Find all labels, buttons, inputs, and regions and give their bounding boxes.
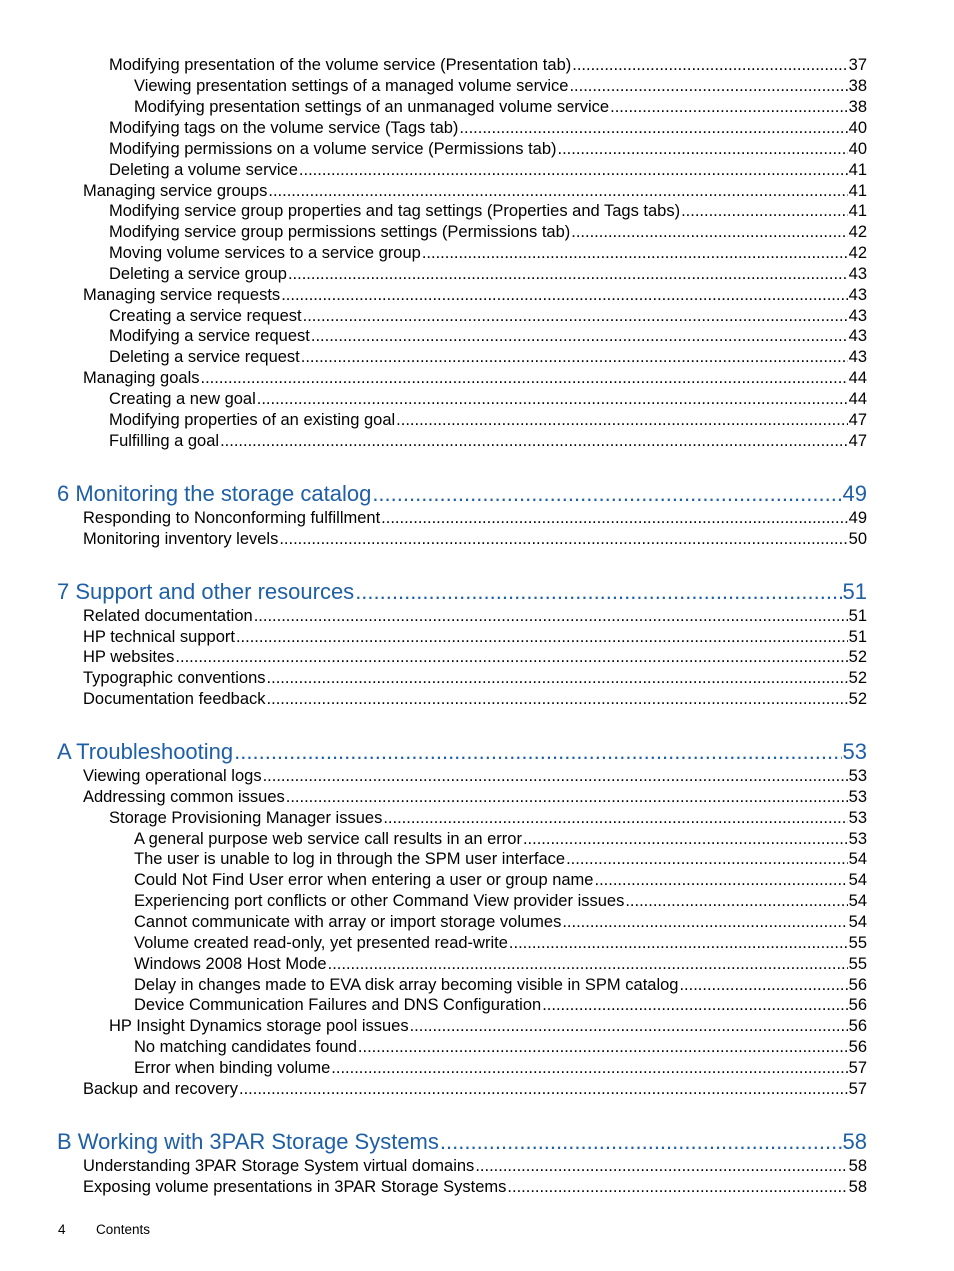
toc-leader-dots (254, 606, 848, 627)
toc-entry-title: Related documentation (83, 607, 253, 625)
toc-entry-title: Viewing operational logs (83, 767, 262, 785)
toc-chapter-title: 6 Monitoring the storage catalog (57, 481, 372, 506)
toc-entry-page: 57 (848, 1059, 867, 1077)
toc-entry[interactable] (134, 97, 867, 118)
toc-entry-title: Understanding 3PAR Storage System virtual domains (83, 1157, 475, 1175)
toc-entry-title: Monitoring inventory levels (83, 530, 279, 548)
toc-entry-title: A general purpose web service call results in an error (134, 830, 522, 848)
toc-chapter[interactable] (57, 1128, 867, 1156)
toc-entry-page: 41 (848, 182, 867, 200)
toc-entry[interactable] (83, 1079, 867, 1100)
toc-entry[interactable] (109, 808, 867, 829)
toc-entry[interactable] (109, 326, 867, 347)
toc-leader-dots (267, 689, 848, 710)
toc-leader-dots (562, 912, 847, 933)
toc-leader-dots (201, 368, 848, 389)
toc-entry[interactable] (134, 975, 867, 996)
toc-entry[interactable] (134, 933, 867, 954)
toc-leader-dots (542, 995, 847, 1016)
toc-entry-page: 51 (848, 607, 867, 625)
toc-entry-page: 56 (848, 1017, 867, 1035)
toc-entry-title: The user is unable to log in through the SPM user interface (134, 850, 566, 868)
toc-entry-title: Viewing presentation settings of a managed volume service (134, 77, 569, 95)
toc-entry-title: HP technical support (83, 628, 235, 646)
toc-entry[interactable] (109, 55, 867, 76)
toc-entry-page: 37 (848, 56, 867, 74)
toc-entry[interactable] (109, 264, 867, 285)
toc-entry-page: 58 (848, 1157, 867, 1175)
toc-entry[interactable] (83, 766, 867, 787)
toc-leader-dots (175, 647, 847, 668)
toc-leader-dots (383, 808, 847, 829)
toc-entry[interactable] (134, 891, 867, 912)
toc-leader-dots (422, 243, 848, 264)
footer-page-number: 4 (58, 1222, 66, 1237)
toc-entry-page: 53 (848, 788, 867, 806)
toc-leader-dots (572, 55, 847, 76)
toc-entry[interactable] (83, 689, 867, 710)
toc-entry[interactable] (134, 995, 867, 1016)
toc-leader-dots (571, 222, 847, 243)
toc-entry[interactable] (83, 508, 867, 529)
toc-entry[interactable] (109, 160, 867, 181)
toc-entry[interactable] (83, 606, 867, 627)
toc-entry-title: Volume created read-only, yet presented read-write (134, 934, 508, 952)
toc-entry-title: Modifying properties of an existing goal (109, 411, 396, 429)
toc-leader-dots (523, 829, 848, 850)
toc-chapter-page: 49 (842, 481, 867, 506)
toc-entry[interactable] (134, 829, 867, 850)
toc-entry[interactable] (109, 347, 867, 368)
toc-chapter[interactable] (57, 578, 867, 606)
toc-entry[interactable] (134, 76, 867, 97)
toc-leader-dots (263, 766, 848, 787)
toc-entry-page: 47 (848, 432, 867, 450)
toc-entry-page: 52 (848, 648, 867, 666)
toc-entry-page: 43 (848, 265, 867, 283)
toc-leader-dots (558, 139, 848, 160)
toc-entry-title: Could Not Find User error when entering a user or group name (134, 871, 594, 889)
toc-entry[interactable] (83, 285, 867, 306)
toc-entry-title: Exposing volume presentations in 3PAR Storage Systems (83, 1178, 507, 1196)
toc-entry[interactable] (109, 243, 867, 264)
toc-chapter-title: A Troubleshooting (57, 739, 234, 764)
toc-entry[interactable] (109, 389, 867, 410)
toc-entry[interactable] (109, 222, 867, 243)
toc-entry[interactable] (134, 849, 867, 870)
toc-leader-dots (566, 849, 848, 870)
toc-entry[interactable] (83, 647, 867, 668)
toc-leader-dots (372, 480, 841, 508)
toc-entry-title: Deleting a service group (109, 265, 287, 283)
toc-entry-title: Modifying service group properties and tag settings (Properties and Tags tabs) (109, 202, 681, 220)
toc-entry[interactable] (109, 139, 867, 160)
toc-entry-title: Managing service groups (83, 182, 268, 200)
toc-entry-page: 56 (848, 996, 867, 1014)
toc-leader-dots (257, 389, 848, 410)
toc-entry-page: 57 (848, 1080, 867, 1098)
toc-entry-page: 43 (848, 327, 867, 345)
toc-chapter-title: 7 Support and other resources (57, 579, 355, 604)
toc-entry-title: Modifying a service request (109, 327, 310, 345)
toc-leader-dots (268, 181, 847, 202)
toc-leader-dots (625, 891, 847, 912)
toc-leader-dots (281, 285, 847, 306)
toc-entry-page: 38 (848, 98, 867, 116)
toc-leader-dots (279, 529, 847, 550)
toc-entry-title: HP Insight Dynamics storage pool issues (109, 1017, 409, 1035)
toc-entry-page: 51 (848, 628, 867, 646)
toc-chapter-page: 51 (842, 579, 867, 604)
footer-section (96, 1222, 150, 1237)
toc-entry-page: 40 (848, 140, 867, 158)
toc-entry-title: Device Communication Failures and DNS Configuration (134, 996, 542, 1014)
toc-leader-dots (679, 975, 847, 996)
toc-entry[interactable] (134, 1058, 867, 1079)
toc-leader-dots (355, 578, 841, 606)
toc-leader-dots (299, 160, 848, 181)
footer-section-label: Contents (96, 1222, 151, 1237)
toc-leader-dots (288, 264, 848, 285)
toc-entry-page: 49 (848, 509, 867, 527)
toc-leader-dots (301, 347, 848, 368)
toc-leader-dots (610, 97, 848, 118)
toc-entry-title: Error when binding volume (134, 1059, 331, 1077)
toc-entry-title: Modifying presentation of the volume service (Presentation tab) (109, 56, 572, 74)
toc-entry-page: 42 (848, 244, 867, 262)
toc-entry-title: Modifying service group permissions settings (Permissions tab) (109, 223, 571, 241)
toc-entry-title: Fulfilling a goal (109, 432, 220, 450)
toc-chapter[interactable] (57, 738, 867, 766)
toc-entry-title: Responding to Nonconforming fulfillment (83, 509, 381, 527)
toc-entry-page: 41 (848, 161, 867, 179)
toc-entry-title: Deleting a volume service (109, 161, 298, 179)
toc-leader-dots (569, 76, 847, 97)
toc-leader-dots (396, 410, 847, 431)
toc-entry-page: 50 (848, 530, 867, 548)
toc-entry-page: 54 (848, 871, 867, 889)
toc-entry-title: Windows 2008 Host Mode (134, 955, 327, 973)
toc-leader-dots (358, 1037, 848, 1058)
toc-entry-title: Managing goals (83, 369, 200, 387)
toc-leader-dots (681, 201, 848, 222)
toc-entry[interactable] (83, 787, 867, 808)
toc-leader-dots (328, 954, 848, 975)
toc-entry-title: Modifying presentation settings of an unmanaged volume service (134, 98, 610, 116)
toc-leader-dots (594, 870, 847, 891)
toc-entry-page: 54 (848, 850, 867, 868)
toc-entry-title: Storage Provisioning Manager issues (109, 809, 383, 827)
toc-entry-page: 52 (848, 669, 867, 687)
toc-entry[interactable] (109, 201, 867, 222)
toc-entry-title: Creating a service request (109, 307, 302, 325)
toc-entry[interactable] (109, 306, 867, 327)
toc-leader-dots (234, 738, 841, 766)
toc-leader-dots (303, 306, 848, 327)
toc-entry-page: 42 (848, 223, 867, 241)
toc-leader-dots (286, 787, 848, 808)
toc-entry-title: Modifying tags on the volume service (Tags tab) (109, 119, 459, 137)
toc-entry-page: 55 (848, 955, 867, 973)
toc-entry[interactable] (134, 1037, 867, 1058)
toc-entry-page: 54 (848, 892, 867, 910)
toc-entry-page: 56 (848, 976, 867, 994)
toc-entry-page: 54 (848, 913, 867, 931)
toc-entry-title: Managing service requests (83, 286, 281, 304)
toc-entry-page: 53 (848, 830, 867, 848)
toc-leader-dots (507, 1177, 847, 1198)
toc-entry-title: Documentation feedback (83, 690, 266, 708)
toc-entry-page: 43 (848, 286, 867, 304)
toc-entry[interactable] (83, 368, 867, 389)
toc-entry-page: 53 (848, 809, 867, 827)
toc-leader-dots (459, 118, 847, 139)
toc-entry-page: 53 (848, 767, 867, 785)
toc-entry[interactable] (109, 410, 867, 431)
toc-chapter-page: 58 (842, 1129, 867, 1154)
toc-leader-dots (440, 1128, 842, 1156)
toc-entry-page: 44 (848, 369, 867, 387)
toc-entry-page: 47 (848, 411, 867, 429)
toc-entry-title: Cannot communicate with array or import storage volumes (134, 913, 562, 931)
toc-leader-dots (236, 627, 848, 648)
toc-leader-dots (239, 1079, 848, 1100)
toc-entry[interactable] (83, 668, 867, 689)
toc-entry[interactable] (83, 627, 867, 648)
toc-leader-dots (220, 431, 848, 452)
toc-entry[interactable] (109, 431, 867, 452)
toc-entry-title: Delay in changes made to EVA disk array becoming visible in SPM catalog (134, 976, 679, 994)
toc-entry[interactable] (134, 912, 867, 933)
toc-leader-dots (267, 668, 848, 689)
toc-entry[interactable] (134, 870, 867, 891)
toc-entry-page: 44 (848, 390, 867, 408)
toc-entry[interactable] (83, 529, 867, 550)
toc-entry-page: 52 (848, 690, 867, 708)
toc-entry-title: Modifying permissions on a volume service (Permissions tab) (109, 140, 557, 158)
toc-entry-title: Backup and recovery (83, 1080, 239, 1098)
toc-entry-page: 43 (848, 307, 867, 325)
toc-entry[interactable] (83, 181, 867, 202)
toc-entry-title: HP websites (83, 648, 175, 666)
toc-entry-title: Experiencing port conflicts or other Command View provider issues (134, 892, 625, 910)
toc-entry[interactable] (109, 1016, 867, 1037)
toc-chapter[interactable] (57, 480, 867, 508)
page-footer (58, 1222, 66, 1237)
toc-leader-dots (410, 1016, 848, 1037)
toc-entry-title: Typographic conventions (83, 669, 266, 687)
toc-entry[interactable] (109, 118, 867, 139)
toc-leader-dots (381, 508, 847, 529)
toc-entry-title: Creating a new goal (109, 390, 256, 408)
toc-entry-page: 58 (848, 1178, 867, 1196)
toc-entry-page: 41 (848, 202, 867, 220)
toc-entry-title: Moving volume services to a service group (109, 244, 421, 262)
toc-entry-page: 56 (848, 1038, 867, 1056)
toc-entry[interactable] (134, 954, 867, 975)
toc-entry[interactable] (83, 1177, 867, 1198)
toc-entry-title: No matching candidates found (134, 1038, 357, 1056)
toc-entry-title: Addressing common issues (83, 788, 285, 806)
toc-leader-dots (331, 1058, 847, 1079)
toc-leader-dots (509, 933, 848, 954)
toc-leader-dots (311, 326, 848, 347)
toc-entry-page: 38 (848, 77, 867, 95)
toc-chapter-title: B Working with 3PAR Storage Systems (57, 1129, 439, 1154)
toc-entry-title: Deleting a service request (109, 348, 300, 366)
toc-chapter-page: 53 (842, 739, 867, 764)
toc-leader-dots (475, 1156, 847, 1177)
toc-entry-page: 40 (848, 119, 867, 137)
toc-entry[interactable] (83, 1156, 867, 1177)
toc-entry-page: 55 (848, 934, 867, 952)
toc-entry-page: 43 (848, 348, 867, 366)
